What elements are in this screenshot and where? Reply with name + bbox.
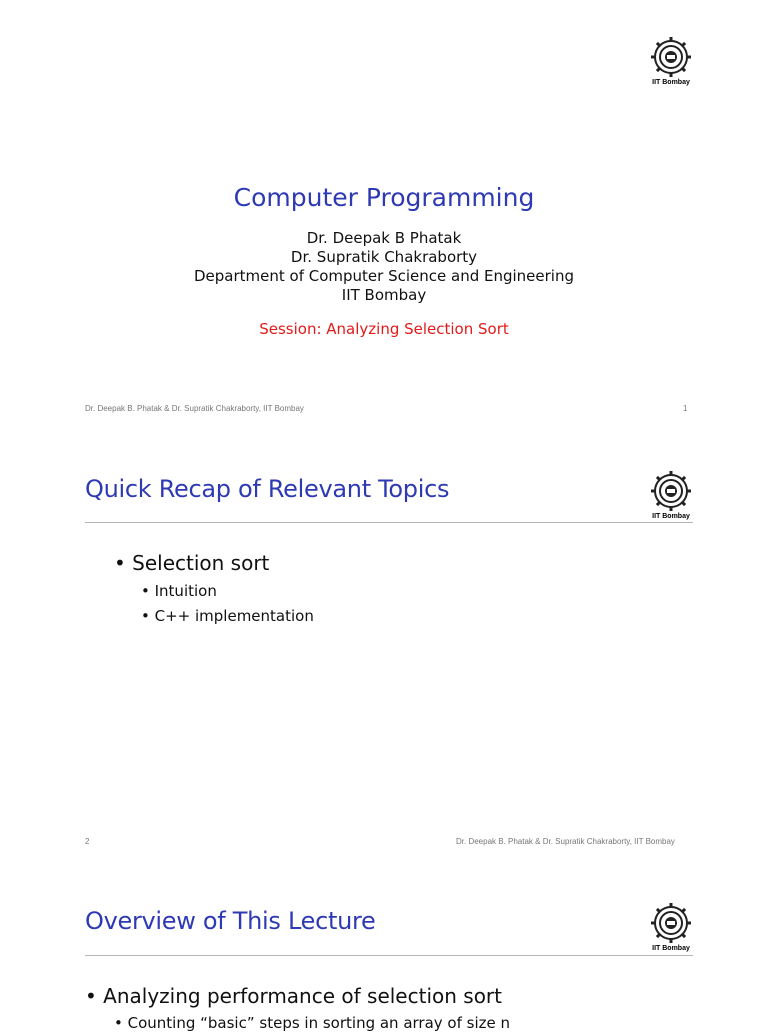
footer-credit: Dr. Deepak B. Phatak & Dr. Supratik Chakraborty, IIT Bombay (456, 837, 675, 846)
session-title: Session: Analyzing Selection Sort (259, 320, 509, 338)
page-number: 1 (683, 404, 688, 413)
logo-caption: IIT Bombay (652, 79, 690, 86)
sub-bullet-item: • Intuition (141, 582, 217, 600)
slide-heading: Quick Recap of Relevant Topics (85, 475, 450, 503)
author-line: IIT Bombay (341, 286, 427, 304)
sub-bullet-text: Intuition (154, 582, 217, 600)
author-line: Dr. Deepak B Phatak (306, 229, 462, 247)
logo-caption: IIT Bombay (652, 945, 690, 952)
sub-bullet-text: C++ implementation (154, 607, 314, 625)
bullet-item: • Analyzing performance of selection sort (85, 984, 502, 1008)
logo-caption: IIT Bombay (652, 513, 690, 520)
bullet-item: • Selection sort (114, 551, 270, 575)
sub-bullet-item: • Counting “basic” steps in sorting an array of size n (114, 1014, 511, 1032)
author-line: Dr. Supratik Chakraborty (290, 248, 478, 266)
footer-credit: Dr. Deepak B. Phatak & Dr. Supratik Chakraborty, IIT Bombay (85, 404, 304, 413)
author-line: Department of Computer Science and Engineering (193, 267, 574, 285)
iitb-logo (641, 902, 701, 952)
page-number: 2 (85, 837, 90, 846)
slide-heading: Overview of This Lecture (85, 907, 376, 935)
sub-bullet-item: • C++ implementation (141, 607, 314, 625)
bullet-text: Analyzing performance of selection sort (103, 984, 502, 1008)
iitb-emblem-icon (650, 902, 692, 944)
bullet-text: Selection sort (132, 551, 270, 575)
heading-divider (85, 955, 693, 956)
slide-title: Computer Programming (233, 183, 535, 212)
sub-bullet-text: Counting “basic” steps in sorting an array of size n (127, 1014, 511, 1032)
